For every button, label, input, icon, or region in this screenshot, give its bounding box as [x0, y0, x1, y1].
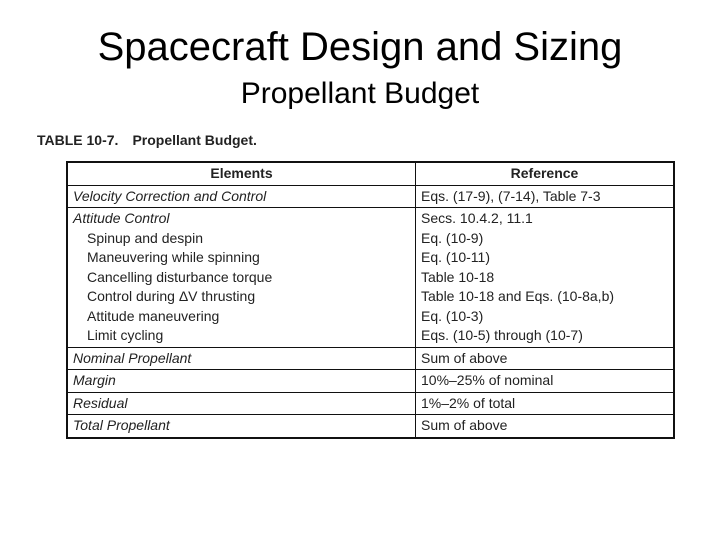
table-header-row — [67, 162, 674, 185]
sub-element: Spinup and despin — [87, 229, 203, 246]
table-row — [67, 347, 674, 370]
sub-element: Maneuvering while spinning — [87, 249, 260, 265]
table-label: TABLE 10-7. — [37, 132, 119, 148]
sub-element: Cancelling disturbance torque — [87, 268, 273, 285]
reference-cell — [416, 208, 675, 348]
reference-cell: 10%–25% of nominal — [416, 370, 675, 393]
reference-cell: Sum of above — [416, 415, 675, 438]
element-cell: Margin — [67, 370, 416, 393]
reference-line: Table 10-18 and Eqs. (10-8a,b) — [421, 288, 615, 304]
table-row — [67, 415, 674, 438]
table-caption — [37, 132, 257, 148]
table-caption-text: Propellant Budget. — [132, 132, 257, 148]
reference-line: Eq. (10-9) — [421, 229, 484, 246]
reference-line: Table 10-18 — [421, 268, 495, 285]
element-heading: Attitude Control — [73, 210, 170, 226]
table-row — [67, 370, 674, 393]
element-cell: Nominal Propellant — [67, 347, 416, 370]
reference-cell: Eqs. (17-9), (7-14), Table 7-3 — [416, 185, 675, 208]
element-cell: Total Propellant — [67, 415, 416, 438]
header-elements: Elements — [67, 162, 416, 185]
table-row — [67, 185, 674, 208]
slide-title: Spacecraft Design and Sizing — [97, 25, 623, 69]
propellant-budget-table — [66, 161, 675, 439]
reference-line: Secs. 10.4.2, 11.1 — [421, 210, 533, 226]
sub-element: Attitude maneuvering — [87, 307, 220, 324]
sub-element: Control during ΔV thrusting — [87, 288, 256, 304]
header-reference: Reference — [416, 162, 675, 185]
element-cell: Residual — [67, 392, 416, 415]
reference-line: Eq. (10-11) — [421, 249, 490, 265]
sub-element: Limit cycling — [87, 327, 164, 343]
table-row — [67, 392, 674, 415]
reference-cell: 1%–2% of total — [416, 392, 675, 415]
reference-cell: Sum of above — [416, 347, 675, 370]
element-cell: Velocity Correction and Control — [67, 185, 416, 208]
reference-line: Eq. (10-3) — [421, 307, 484, 324]
table-row — [67, 208, 674, 348]
slide-subtitle: Propellant Budget — [240, 77, 480, 110]
reference-line: Eqs. (10-5) through (10-7) — [421, 327, 583, 343]
element-cell — [67, 208, 416, 348]
